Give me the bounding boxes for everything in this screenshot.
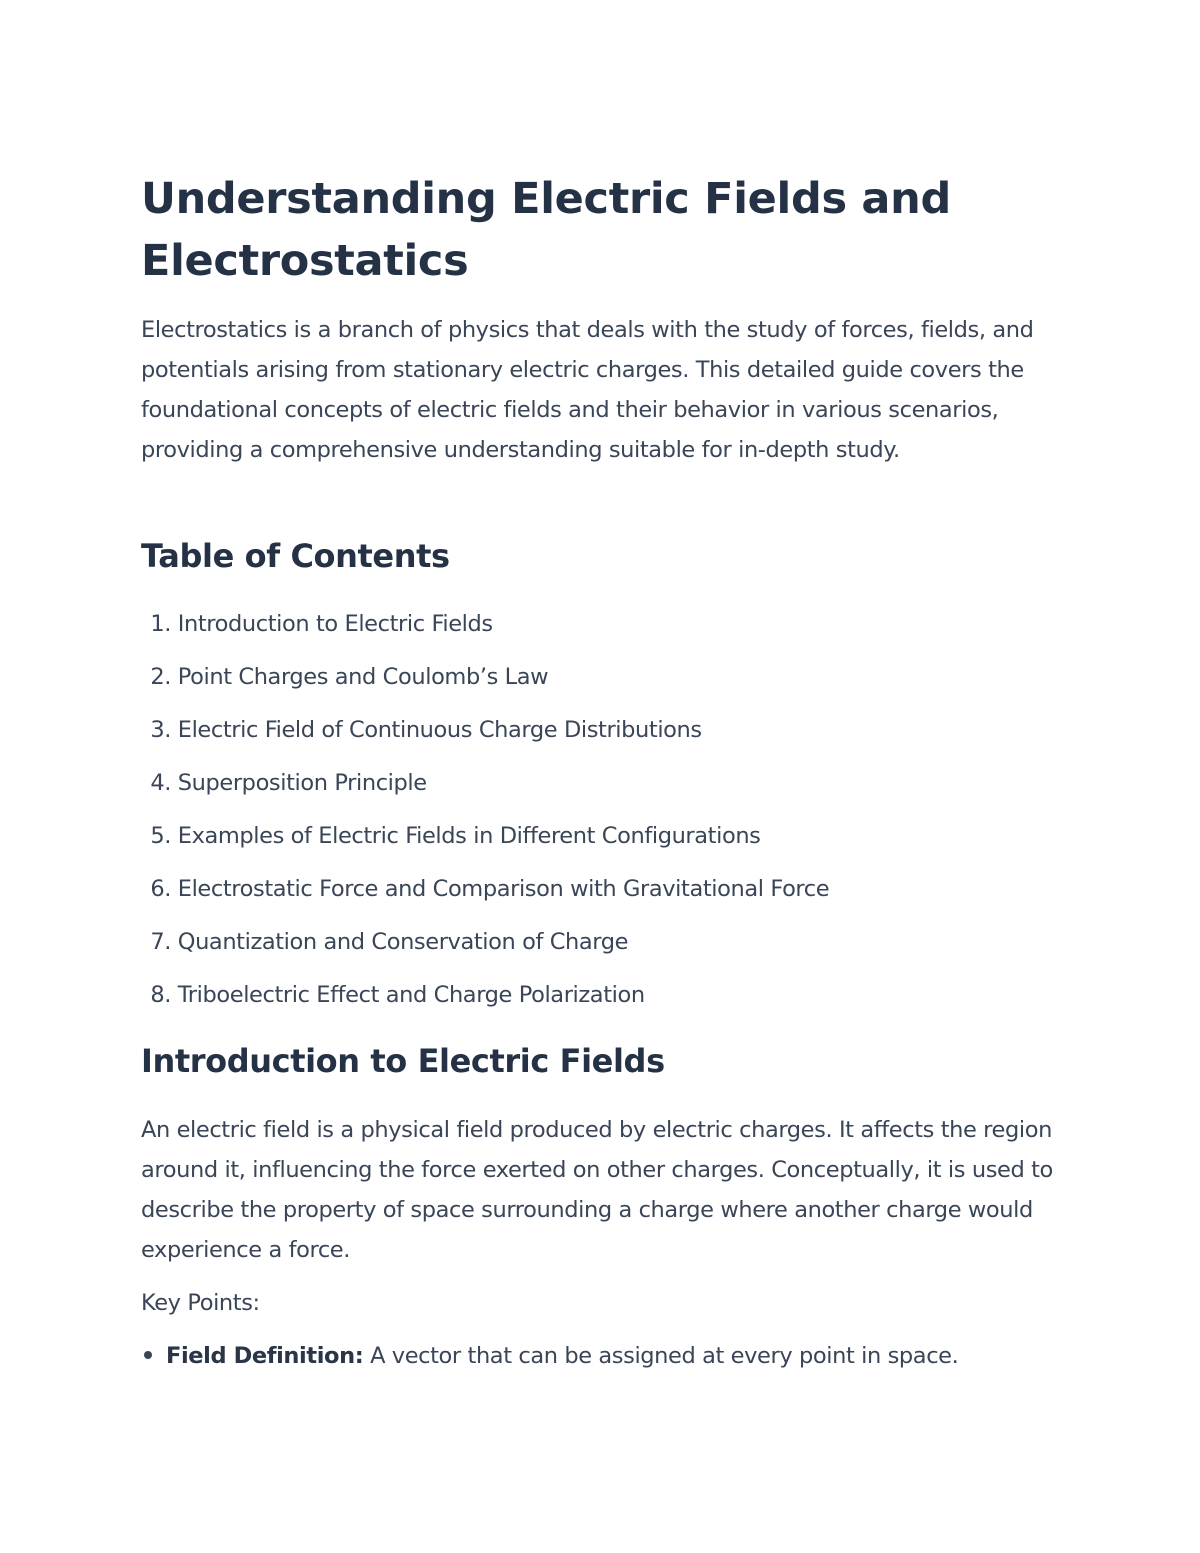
bullet-text: A vector that can be assigned at every point in space. bbox=[363, 1343, 959, 1369]
section-heading: Introduction to Electric Fields bbox=[141, 1042, 665, 1080]
toc-item-number: 8. bbox=[150, 982, 171, 1008]
toc-item-number: 2. bbox=[150, 664, 171, 690]
toc-item[interactable] bbox=[141, 816, 829, 869]
toc-item-label: Superposition Principle bbox=[177, 770, 427, 796]
toc-item-label: Point Charges and Coulomb’s Law bbox=[177, 664, 549, 690]
toc-item-number: 3. bbox=[150, 717, 171, 743]
toc-item-label: Examples of Electric Fields in Different Configurations bbox=[177, 823, 761, 849]
bullet-term: Field Definition: bbox=[166, 1343, 364, 1369]
toc-item[interactable] bbox=[141, 975, 829, 1028]
key-points-list bbox=[141, 1336, 958, 1376]
toc-item[interactable] bbox=[141, 763, 829, 816]
toc-item-number: 1. bbox=[150, 611, 171, 637]
toc-item[interactable] bbox=[141, 922, 829, 975]
toc-item-label: Introduction to Electric Fields bbox=[177, 611, 493, 637]
toc-item-number: 7. bbox=[150, 929, 171, 955]
toc-item[interactable] bbox=[141, 710, 829, 763]
key-points-label: Key Points: bbox=[141, 1290, 260, 1316]
toc-item-label: Triboelectric Effect and Charge Polarization bbox=[177, 982, 645, 1008]
table-of-contents bbox=[141, 604, 829, 1028]
toc-item-number: 5. bbox=[150, 823, 171, 849]
intro-paragraph: Electrostatics is a branch of physics that deals with the study of forces, fields, and potentials arising from stationary electric charges. This detailed guide covers the foundational concepts of electric fields and their behavior in various scenarios, providing a comprehensive understanding suitable for in-depth study. bbox=[141, 317, 1034, 463]
toc-heading: Table of Contents bbox=[141, 537, 450, 575]
bullet-icon bbox=[144, 1351, 152, 1359]
toc-item[interactable] bbox=[141, 657, 829, 710]
list-item bbox=[141, 1336, 958, 1376]
document-title: Understanding Electric Fields and Electrostatics bbox=[141, 174, 951, 286]
toc-item-label: Quantization and Conservation of Charge bbox=[177, 929, 629, 955]
toc-item-label: Electric Field of Continuous Charge Distributions bbox=[177, 717, 702, 743]
toc-item-label: Electrostatic Force and Comparison with Gravitational Force bbox=[177, 876, 830, 902]
section-paragraph: An electric field is a physical field produced by electric charges. It affects the region around it, influencing the force exerted on other charges. Conceptually, it is used to describe the property of space surrounding a charge where another charge would experience a force. bbox=[141, 1117, 1053, 1263]
toc-item[interactable] bbox=[141, 604, 829, 657]
toc-item-number: 4. bbox=[150, 770, 171, 796]
toc-item-number: 6. bbox=[150, 876, 171, 902]
toc-item[interactable] bbox=[141, 869, 829, 922]
